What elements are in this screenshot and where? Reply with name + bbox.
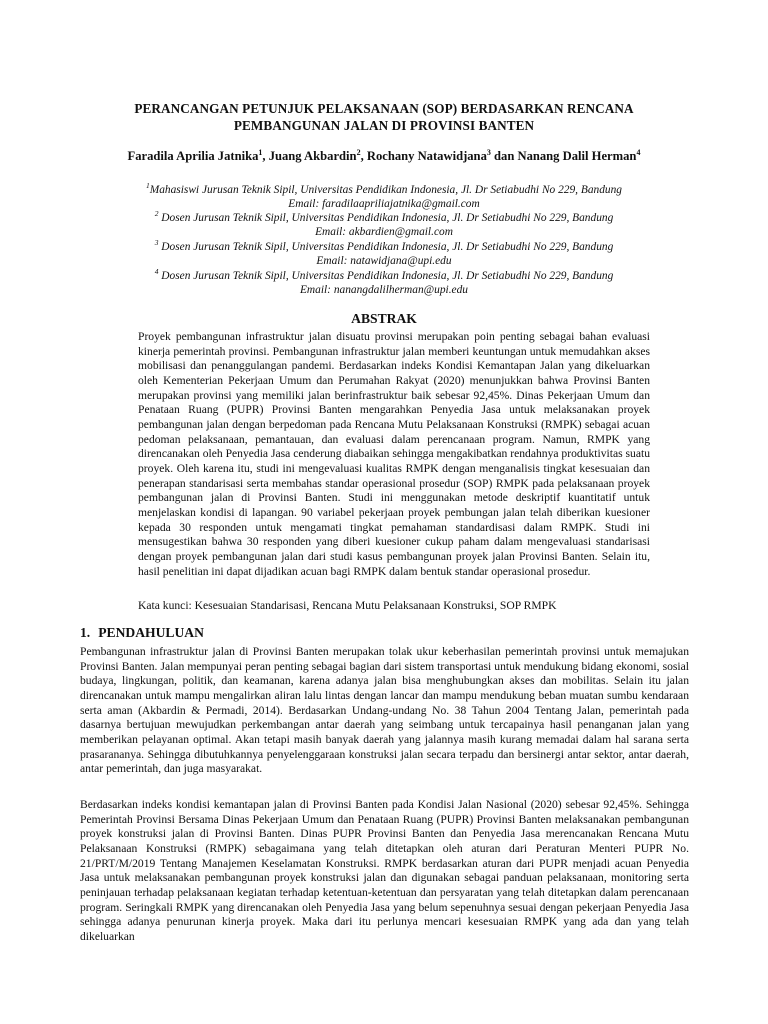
affiliation-marker: 4 bbox=[154, 267, 159, 277]
affiliation-marker: 1 bbox=[145, 181, 150, 191]
affiliation-email: Email: nanangdalilherman@upi.edu bbox=[299, 284, 469, 297]
affiliation-1 bbox=[86, 183, 682, 211]
author-affiliation-marker: 1 bbox=[258, 147, 263, 157]
author-affiliation-marker: 2 bbox=[356, 147, 361, 157]
affiliation-2 bbox=[86, 211, 682, 239]
affiliation-email: Email: faradilaapriliajatnika@gmail.com bbox=[288, 198, 480, 211]
title-line-2: PEMBANGUNAN JALAN DI PROVINSI BANTEN bbox=[233, 118, 535, 133]
author-separator: , bbox=[360, 149, 367, 163]
affiliation-email: Email: akbardien@gmail.com bbox=[315, 226, 453, 239]
affiliation-address: Mahasiswi Jurusan Teknik Sipil, Universitas Pendidikan Indonesia, Jl. Dr Setiabudhi No 229, Bandung bbox=[149, 184, 622, 196]
author-name: Nanang Dalil Herman bbox=[517, 149, 637, 163]
title-line-1: PERANCANGAN PETUNJUK PELAKSANAAN (SOP) BERDASARKAN RENCANA bbox=[134, 101, 634, 116]
body-paragraph-1: Pembangunan infrastruktur jalan di Provinsi Banten merupakan tolak ukur keberhasilan pemerintah provinsi untuk memajukan Provinsi Banten. Jalan mempunyai peran penting sebagai bagian dari sistem transportasi untuk mendukung bidang ekonomi, sosial budaya, lingkungan, politik, dan keamanan, karena adanya jalan bisa menghubungkan akses dan mobilitas. Selain itu jalan direncanakan untuk mampu mengalirkan aliran lalu lintas dengan lancar dan mampu mendukung beban muatan sumbu kendaraan serta aman (Akbardin & Permadi, 2014). Berdasarkan Undang-undang No. 38 Tahun 2004 Tentang Jalan, pemerintah pada dasarnya bertujuan mewujudkan perkembangan antar daerah yang seimbang untuk tercapainya hasil penanganan jalan yang memberikan pelayanan optimal. Akan tetapi masih banyak daerah yang jalannya masih kurang memadai dalam hal sarana serta prasarananya. Sehingga dibutuhkannya penyelenggaraan konstruksi jalan secara terpadu dan bersinergi antar sektor, antar daerah, antar pemerintah, dan juga masyarakat. bbox=[80, 645, 689, 776]
affiliation-3 bbox=[86, 240, 682, 268]
body-paragraph-2: Berdasarkan indeks kondisi kemantapan jalan di Provinsi Banten pada Kondisi Jalan Nasional (2020) sebesar 92,45%. Sehingga Pemerintah Provinsi Bersama Dinas Pekerjaan Umum dan Penataan Ruang (PUPR) Provinsi Banten melaksanakan pembangunan proyek konstruksi jalan di Provinsi Banten. Dinas PUPR Provinsi Banten dan Penyedia Jasa merencanakan Rencana Mutu Pelaksanaan Konstruksi (RMPK) sebagaimana yang telah ditetapkan oleh aturan dari Peraturan Menteri PUPR No. 21/PRT/M/2019 Tentang Manajemen Keselamatan Konstruksi. RMPK berdasarkan aturan dari PUPR menjadi acuan Penyedia Jasa untuk melaksanakan pembangunan proyek konstruksi jalan dan digunakan sebagai panduan pelaksanaan, monitoring serta peninjauan terhadap pelaksanaan kegiatan terhadap ketentuan-ketentuan dan persyaratan yang telah ditetapkan dalam perencanaan program. Seringkali RMPK yang direncanakan oleh Penyedia Jasa yang belum sepenuhnya sesuai dengan pekerjaan Penyedia Jasa sehingga adanya penurunan kinerja proyek. Maka dari itu perlunya mencari kesesuaian RMPK yang ada dan yang telah dikeluarkan bbox=[80, 798, 689, 943]
affiliation-address: Dosen Jurusan Teknik Sipil, Universitas Pendidikan Indonesia, Jl. Dr Setiabudhi No 229, Bandung bbox=[158, 241, 614, 253]
abstract-heading: ABSTRAK bbox=[351, 311, 417, 326]
affiliation-email: Email: natawidjana@upi.edu bbox=[316, 255, 452, 268]
affiliation-marker: 3 bbox=[154, 238, 159, 248]
section-heading bbox=[80, 624, 204, 642]
paper-title bbox=[80, 100, 688, 134]
affiliation-address: Dosen Jurusan Teknik Sipil, Universitas Pendidikan Indonesia, Jl. Dr Setiabudhi No 229, Bandung bbox=[158, 270, 614, 282]
author-affiliation-marker: 4 bbox=[636, 147, 641, 157]
author-name: Juang Akbardin bbox=[268, 149, 357, 163]
author-list bbox=[80, 148, 688, 164]
affiliation-address: Dosen Jurusan Teknik Sipil, Universitas Pendidikan Indonesia, Jl. Dr Setiabudhi No 229, Bandung bbox=[158, 212, 614, 224]
affiliation-4 bbox=[86, 269, 682, 297]
author-name: Rochany Natawidjana bbox=[366, 149, 487, 163]
section-title: PENDAHULUAN bbox=[98, 625, 204, 640]
abstract-body: Proyek pembangunan infrastruktur jalan disuatu provinsi merupakan poin penting sebagai bahan evaluasi kinerja pemerintah provinsi. Pembangunan infrastruktur jalan memberi keuntungan untuk memudahkan akses mobilisasi dan penanggulangan pandemi. Berdasarkan indeks Kondisi Kemantapan Jalan yang dikeluarkan oleh Kementerian Pekerjaan Umum dan Perumahan Rakyat (2020) menunjukkan bahwa Provinsi Banten merupakan provinsi yang memiliki jalan berinfrastruktur baik sebesar 92,45%. Dinas Pekerjaan Umum dan Penataan Ruang (PUPR) Provinsi Banten mengarahkan Penyedia Jasa untuk melaksanakan proyek pembangunan jalan dengan berpedoman pada Rencana Mutu Pelaksanaan Konstruksi (RMPK) sebagai acuan pedoman pelaksanaan, pemantauan, dan evaluasi dalam perencanaan program. Namun, RMPK yang direncanakan oleh Penyedia Jasa cenderung diabaikan sehingga mengakibatkan rendahnya produktivitas suatu proyek. Oleh karena itu, studi ini mengevaluasi kualitas RMPK dengan menganalisis tingkat kesesuaian dan penerapan standarisasi serta membahas standar operasional prosedur (SOP) RMPK pada pelaksanaan proyek pembangunan jalan di Provinsi Banten. Studi ini menggunakan metode deskriptif kuantitatif untuk menjelaskan kondisi di lapangan. 90 variabel pekerjaan proyek pembungan jalan telah diberikan kuesioner kepada 30 responden untuk mengamati tingkat pemahaman standardisasi dalam RMPK. Studi ini mensugestikan bahwa 30 responden yang diberi kuesioner cukup paham dalam mengevaluasi standarisasi dengan proyek pembangunan jalan dari studi kasus pembangunan proyek jalan Provinsi Banten. Selain itu, hasil penelitian ini dapat dijadikan acuan bagi RMPK dalam bentuk standar operasional prosedur. bbox=[138, 330, 650, 578]
author-name: Faradila Aprilia Jatnika bbox=[127, 149, 259, 163]
author-affiliation-marker: 3 bbox=[486, 147, 491, 157]
affiliation-marker: 2 bbox=[154, 209, 159, 219]
author-separator: , bbox=[262, 149, 269, 163]
section-number: 1. bbox=[80, 625, 91, 640]
author-separator: dan bbox=[490, 149, 518, 163]
keywords: Kata kunci: Kesesuaian Standarisasi, Rencana Mutu Pelaksanaan Konstruksi, SOP RMPK bbox=[138, 599, 557, 612]
